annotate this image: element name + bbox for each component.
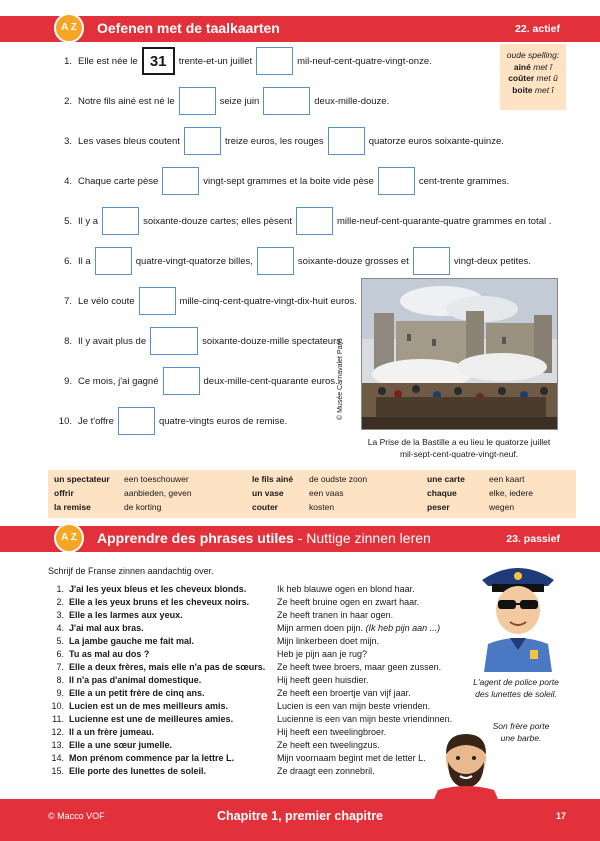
bastille-painting	[361, 278, 558, 430]
exercise-text: soixante-douze-mille spectateurs.	[202, 335, 344, 347]
answer-box[interactable]	[328, 127, 365, 155]
phrase-row: 4. J'ai mal aux bras. Mijn armen doen pijn. (Ik heb pijn aan ...)	[56, 622, 441, 633]
police-caption	[466, 676, 566, 700]
exercise-text: trente-et-un juillet	[178, 55, 253, 67]
phrase-row: 2. Elle a les yeux bruns et les cheveux noirs. Ze heeft bruine ogen en zwart haar.	[56, 596, 420, 607]
exercise-row-1	[58, 46, 432, 76]
phrase-nl: Ze draagt een zonnebril.	[277, 765, 375, 776]
photo-credit: © Musée Carnavalet Paris	[337, 338, 344, 420]
phrase-fr: Mon prénom commence par la lettre L.	[69, 752, 235, 763]
title-nl: - Nuttige zinnen leren	[293, 530, 431, 546]
caption-line: une barbe.	[500, 733, 542, 743]
section-title: Oefenen met de taalkaarten	[97, 20, 280, 36]
phrase-nl: Heb je pijn aan je rug?	[277, 648, 368, 659]
exercise-text: Notre fils ainé est né le	[78, 95, 175, 107]
vocab-nl: de korting	[124, 502, 162, 512]
note-text: met î	[534, 84, 554, 95]
phrase-fr: Lucienne est une de meilleures amies.	[69, 713, 234, 724]
phrase-list	[48, 582, 452, 777]
taalkaarten-badge-icon: A Z	[54, 13, 84, 43]
phrase-fr: Il a un frère jumeau.	[69, 726, 155, 737]
vocab-nl: wegen	[489, 502, 515, 512]
vocabulary-box	[48, 470, 576, 518]
phrase-fr: Elle a un petit frère de cinq ans.	[69, 687, 205, 698]
note-text: met û	[536, 73, 558, 83]
vocab-fr: le fils ainé	[252, 474, 294, 484]
exercise-text: vingt-deux petites.	[453, 255, 531, 267]
answer-box[interactable]	[378, 167, 415, 195]
phrase-fr: Elle a les larmes aux yeux.	[69, 609, 183, 620]
vocab-fr: un vase	[252, 488, 284, 498]
answer-box[interactable]	[179, 87, 216, 115]
answer-box[interactable]	[118, 407, 155, 435]
exercise-row-9	[58, 366, 338, 396]
note-word: coûter	[508, 73, 535, 83]
exercise-text: Les vases bleus coutent	[78, 135, 180, 147]
phrase-fr: Elle porte des lunettes de soleil.	[69, 765, 207, 776]
phrase-nl: Ze heeft tranen in haar ogen.	[277, 609, 394, 620]
bearded-man-illustration	[432, 730, 500, 799]
vocab-fr: peser	[427, 502, 450, 512]
phrase-fr: Tu as mal au dos ?	[69, 648, 150, 659]
vocab-fr: une carte	[427, 474, 465, 484]
note-word: ainé	[513, 61, 531, 72]
copyright: © Macco VOF	[48, 811, 105, 821]
exercise-row-5	[58, 206, 551, 236]
exercise-row-8	[58, 326, 344, 356]
vocab-fr: couter	[252, 502, 278, 512]
exercise-number: 8.	[64, 335, 72, 347]
vocab-nl: de oudste zoon	[309, 474, 368, 484]
answer-box[interactable]	[150, 327, 198, 355]
phrase-row: 1. J'ai les yeux bleus et les cheveux blonds. Ik heb blauwe ogen en blond haar.	[56, 583, 415, 594]
note-text: met î	[533, 61, 553, 72]
phrase-nl: Mijn armen doen pijn. (Ik heb pijn aan ...)	[277, 622, 441, 633]
caption-line: des lunettes de soleil.	[475, 689, 557, 699]
exercise-row-3	[58, 126, 504, 156]
exercise-text: vingt-sept grammes et la boite vide pèse	[203, 175, 374, 187]
title-fr: Apprendre des phrases utiles	[97, 530, 294, 546]
photo-caption	[366, 436, 552, 460]
phrase-fr: Lucien est un de mes meilleurs amis.	[69, 700, 229, 711]
exercise-text: mil-neuf-cent-quatre-vingt-onze.	[297, 55, 432, 67]
exercise-number: 5.	[64, 215, 72, 227]
vocab-fr: un spectateur	[54, 474, 110, 484]
spelling-note	[500, 44, 566, 110]
exercise-text: cent-trente grammes.	[418, 175, 510, 187]
exercise-row-6	[58, 246, 531, 276]
exercise-text: Il y a	[78, 215, 99, 227]
phrase-nl: Ik heb blauwe ogen en blond haar.	[277, 583, 415, 594]
exercise-row-7	[58, 286, 357, 316]
vocab-nl: een toeschouwer	[124, 474, 189, 484]
exercise-text: quatre-vingts euros de remise.	[158, 415, 288, 427]
phrase-row: 9. Elle a un petit frère de cinq ans. Ze heeft een broertje van vijf jaar.	[56, 687, 411, 698]
phrase-fr: J'ai mal aux bras.	[69, 622, 144, 633]
exercise-text: mille-cinq-cent-quatre-vingt-dix-huit euros.	[179, 295, 357, 307]
exercise-number: 3.	[64, 135, 72, 147]
phrase-row: 14. Mon prénom commence par la lettre L. Mijn voornaam begint met de letter L.	[51, 752, 426, 763]
police-officer-illustration	[478, 556, 558, 672]
exercise-text: quatre-vingt-quatorze billes,	[135, 255, 253, 267]
exercise-text: Je t'offre	[78, 415, 114, 427]
phrase-fr: J'ai les yeux bleus et les cheveux blonds.	[69, 583, 247, 594]
note-word: boite	[512, 84, 533, 95]
exercise-text: Il y avait plus de	[78, 335, 147, 347]
vocab-nl: kosten	[309, 502, 335, 512]
answer-box[interactable]	[102, 207, 139, 235]
exercise-number: 4.	[64, 175, 72, 187]
exercise-number: 22. actief	[515, 23, 560, 35]
exercise-text: soixante-douze cartes; elles pèsent	[143, 215, 292, 227]
note-heading: oude spelling:	[506, 50, 560, 60]
phrase-nl: Lucien is een van mijn beste vrienden.	[277, 700, 431, 711]
exercise-text: treize euros, les rouges	[224, 135, 324, 147]
vocab-nl: een vaas	[309, 488, 344, 498]
exercise-number: 10.	[58, 415, 72, 427]
exercise-number: 9.	[64, 375, 72, 387]
phrase-nl: Hij heeft een tweelingbroer.	[277, 726, 387, 737]
phrase-row: 10. Lucien est un de mes meilleurs amis. Lucien is een van mijn beste vrienden.	[51, 700, 431, 711]
answer-box[interactable]	[184, 127, 221, 155]
phrase-nl: Ze heeft twee broers, maar geen zussen.	[277, 661, 442, 672]
phrase-nl: Mijn linkerbeen doet mijn.	[277, 635, 380, 646]
page-number: 17	[555, 811, 566, 821]
answer-box[interactable]	[163, 367, 200, 395]
exercise-number: 1.	[64, 55, 72, 67]
phrase-row: 6. Tu as mal au dos ? Heb je pijn aan je rug?	[56, 648, 368, 659]
answer-box[interactable]	[413, 247, 450, 275]
exercise-text: deux-mille-cent-quarante euros.	[203, 375, 338, 387]
phrase-nl: Ze heeft een tweelingzus.	[277, 739, 380, 750]
vocab-fr: chaque	[427, 488, 457, 498]
exercise-text: deux-mille-douze.	[314, 95, 390, 107]
answer-box[interactable]	[257, 247, 294, 275]
phrase-fr: Elle a deux frères, mais elle n'a pas de sœurs.	[69, 661, 266, 672]
phrase-nl: Mijn voornaam begint met de letter L.	[277, 752, 426, 763]
caption-line: La Prise de la Bastille a eu lieu le quatorze juillet	[367, 437, 551, 447]
phrase-fr: Elle a les yeux bruns et les cheveux noirs.	[69, 596, 250, 607]
section-header-23	[0, 526, 600, 552]
exercise-text: Chaque carte pèse	[78, 175, 159, 187]
exercise-text: quatorze euros soixante-quinze.	[368, 135, 504, 147]
exercise-text: soixante-douze grosses et	[297, 255, 409, 267]
section-header-22	[0, 16, 600, 42]
exercise-number: 7.	[64, 295, 72, 307]
phrase-nl: Lucienne is een van mijn beste vriendinnen.	[277, 713, 453, 724]
section-title	[97, 530, 431, 546]
answer-box[interactable]	[95, 247, 132, 275]
phrase-nl: Ze heeft een broertje van vijf jaar.	[277, 687, 411, 698]
instruction-text: Schrijf de Franse zinnen aandachtig over.	[48, 566, 214, 576]
exercise-number: 2.	[64, 95, 72, 107]
taalkaarten-badge-icon: A Z	[54, 523, 84, 553]
exercise-text: Ce mois, j'ai gagné	[78, 375, 159, 387]
phrase-row: 5. La jambe gauche me fait mal. Mijn linkerbeen doet mijn.	[56, 635, 380, 646]
vocab-fr: la remise	[54, 502, 91, 512]
phrase-nl: Hij heeft geen huisdier.	[277, 674, 369, 685]
phrase-row: 12. Il a un frère jumeau. Hij heeft een tweelingbroer.	[51, 726, 387, 737]
answer-box[interactable]	[296, 207, 333, 235]
page-footer	[0, 799, 600, 841]
caption-line: mil-sept-cent-quatre-vingt-neuf.	[399, 449, 519, 459]
exercise-number: 23. passief	[506, 533, 560, 545]
chapter-title: Chapitre 1, premier chapitre	[216, 809, 384, 823]
phrase-row: 15. Elle porte des lunettes de soleil. Ze draagt een zonnebril.	[51, 765, 375, 776]
exercise-row-4	[58, 166, 509, 196]
phrase-fr: La jambe gauche me fait mal.	[69, 635, 195, 646]
phrase-nl-extra: (Ik heb pijn aan ...)	[365, 622, 441, 633]
phrase-row: 3. Elle a les larmes aux yeux. Ze heeft tranen in haar ogen.	[56, 609, 394, 620]
vocab-fr: offrir	[54, 488, 74, 498]
phrase-fr: Elle a une sœur jumelle.	[69, 739, 173, 750]
vocab-nl: aanbieden, geven	[124, 488, 192, 498]
answer-box-example: 31	[142, 47, 175, 75]
exercise-text: mille-neuf-cent-quarante-quatre grammes en total .	[336, 215, 552, 227]
caption-line: L'agent de police porte	[473, 677, 559, 687]
phrase-row: 13. Elle a une sœur jumelle. Ze heeft een tweelingzus.	[51, 739, 380, 750]
phrase-row: 8. Il n'a pas d'animal domestique. Hij heeft geen huisdier.	[56, 674, 369, 685]
phrase-row: 7. Elle a deux frères, mais elle n'a pas de sœurs. Ze heeft twee broers, maar geen zussen.	[56, 661, 442, 672]
exercise-row-2	[58, 86, 389, 116]
exercise-number: 6.	[64, 255, 72, 267]
answer-box[interactable]	[263, 87, 310, 115]
exercise-text: seize juin	[219, 95, 260, 107]
answer-box[interactable]	[256, 47, 293, 75]
phrase-fr: Il n'a pas d'animal domestique.	[69, 674, 202, 685]
exercise-text: Elle est née le	[78, 55, 138, 67]
answer-box[interactable]	[139, 287, 176, 315]
vocab-nl: elke, iedere	[489, 488, 533, 498]
vocab-nl: een kaart	[489, 474, 525, 484]
exercise-row-10	[58, 406, 287, 436]
exercise-text: Il a	[78, 255, 91, 267]
answer-box[interactable]	[162, 167, 199, 195]
exercise-text: Le vélo coute	[78, 295, 135, 307]
caption-line: Son frère porte	[492, 721, 550, 731]
phrase-row: 11. Lucienne est une de meilleures amies. Lucienne is een van mijn beste vriendinnen.	[52, 713, 453, 724]
phrase-nl: Ze heeft bruine ogen en zwart haar.	[277, 596, 420, 607]
